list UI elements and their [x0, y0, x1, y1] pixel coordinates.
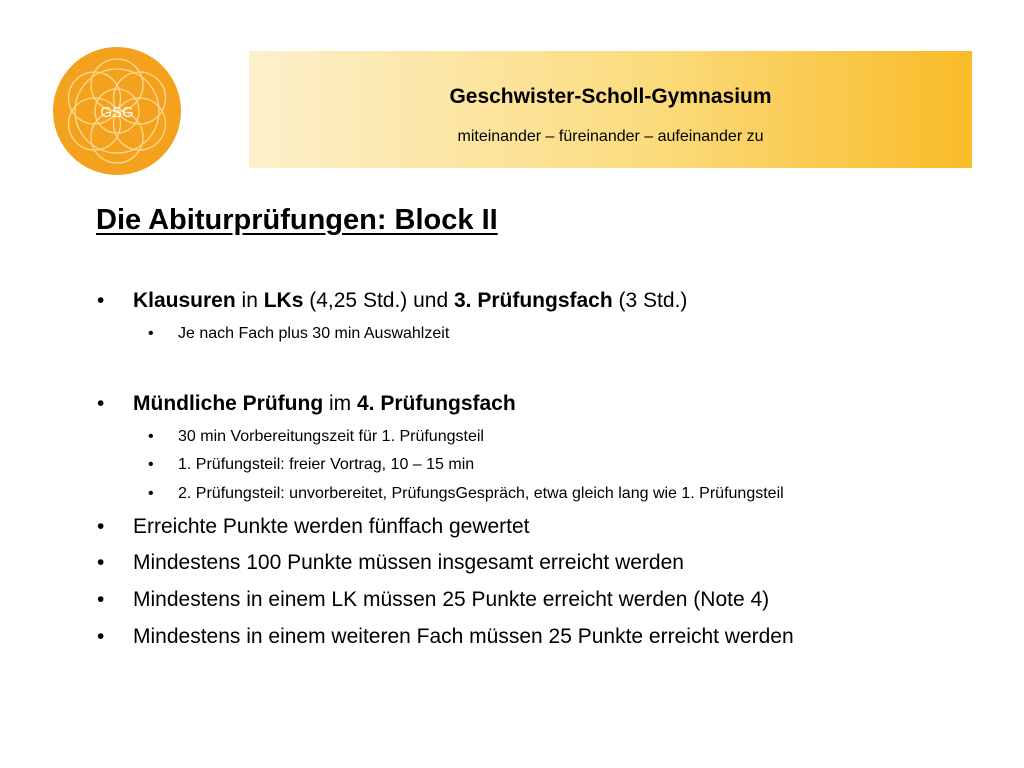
bullet-text: 2. Prüfungsteil: unvorbereitet, PrüfungsGespräch, etwa gleich lang wie 1. Prüfungsteil [178, 485, 784, 502]
bullet-text: (3 Std.) [612, 289, 688, 312]
bullet-text: 30 min Vorbereitungszeit für 1. Prüfungsteil [178, 428, 484, 445]
bullet-icon: • [148, 485, 154, 502]
slide-title: Die Abiturprüfungen: Block II [96, 204, 498, 236]
bullet-weiteres-fach [97, 625, 794, 649]
bullet-100-punkte [97, 551, 684, 575]
bullet-text: in [235, 289, 264, 312]
bullet-text-bold: 3. Prüfungsfach [454, 289, 613, 312]
bullet-text-bold: LKs [263, 289, 304, 312]
school-name: Geschwister-Scholl-Gymnasium [449, 85, 772, 108]
bullet-text: im [323, 392, 357, 415]
bullet-icon: • [97, 551, 105, 574]
school-logo [52, 46, 182, 176]
bullet-text: Mindestens in einem LK müssen 25 Punkte erreicht werden (Note 4) [133, 588, 770, 611]
bullet-icon: • [97, 625, 105, 648]
bullet-klausuren [97, 289, 688, 313]
bullet-icon: • [97, 289, 105, 312]
bullet-text: (4,25 Std.) und [303, 289, 454, 312]
bullet-muendliche-pruefung [97, 392, 516, 416]
bullet-icon: • [148, 428, 154, 445]
bullet-text-bold: 4. Prüfungsfach [356, 392, 516, 415]
bullet-text: 1. Prüfungsteil: freier Vortrag, 10 – 15 min [178, 456, 475, 473]
bullet-text: Je nach Fach plus 30 min Auswahlzeit [178, 325, 450, 342]
bullet-text-bold: Klausuren [133, 289, 236, 312]
bullet-text: Mindestens 100 Punkte müssen insgesamt erreicht werden [133, 551, 684, 574]
bullet-fuenffach [97, 515, 530, 539]
sub-bullet-freier-vortrag [148, 456, 475, 474]
bullet-lk-25-punkte [97, 588, 770, 612]
gsg-logo-icon [52, 46, 182, 176]
bullet-icon: • [97, 588, 105, 611]
school-motto: miteinander – füreinander – aufeinander zu [457, 128, 764, 145]
bullet-icon: • [148, 456, 154, 473]
sub-bullet-pruefungsgespraech [148, 485, 784, 503]
bullet-icon: • [148, 325, 154, 342]
bullet-text: Erreichte Punkte werden fünffach gewertet [133, 515, 530, 538]
bullet-icon: • [97, 392, 105, 415]
header-banner [249, 51, 972, 168]
sub-bullet-vorbereitungszeit [148, 428, 484, 446]
bullet-text: Mindestens in einem weiteren Fach müssen 25 Punkte erreicht werden [133, 625, 794, 648]
sub-bullet-auswahlzeit [148, 325, 450, 343]
logo-text: GSG [100, 104, 134, 121]
bullet-text-bold: Mündliche Prüfung [133, 392, 324, 415]
bullet-icon: • [97, 515, 105, 538]
